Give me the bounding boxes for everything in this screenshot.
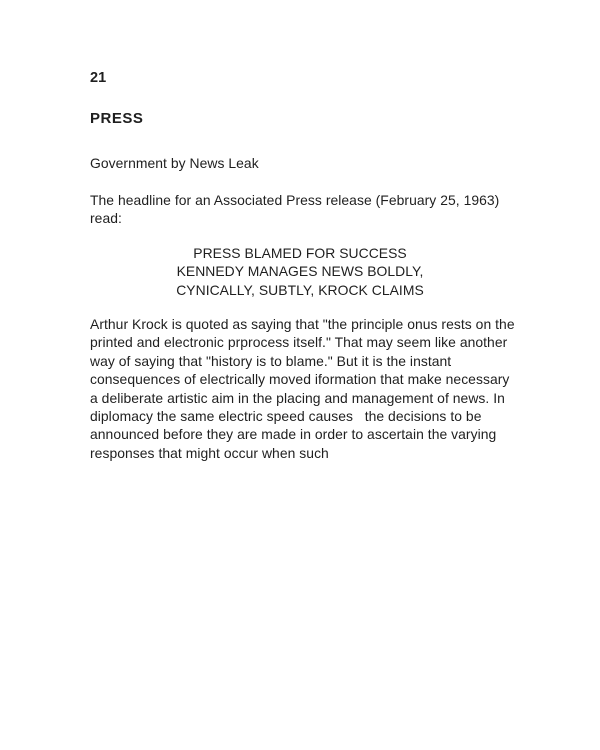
headline-line: PRESS BLAMED FOR SUCCESS — [193, 245, 407, 261]
chapter-title: PRESS — [90, 110, 144, 127]
text-line: printed and electronic prprocess itself." That may seem like another — [90, 334, 508, 351]
text-line: read: — [90, 210, 122, 227]
press-release-headline — [90, 244, 510, 299]
page-number: 21 — [90, 70, 107, 86]
text-line: consequences of electrically moved iformation that make necessary — [90, 371, 510, 388]
text-line: way of saying that "history is to blame." But it is the instant — [90, 352, 452, 369]
text-line: Arthur Krock is quoted as saying that "the principle onus rests on the — [90, 316, 515, 332]
section-subtitle: Government by News Leak — [90, 155, 259, 171]
text-line: diplomacy the same electric speed causes the decisions to be — [90, 408, 482, 425]
text-line: The headline for an Associated Press release (February 25, 1963) — [90, 192, 500, 208]
text-line: responses that might occur when such — [90, 444, 329, 461]
intro-paragraph — [90, 191, 510, 228]
headline-line: KENNEDY MANAGES NEWS BOLDLY, — [176, 263, 424, 280]
body-paragraph — [90, 315, 515, 462]
text-line: announced before they are made in order to ascertain the varying — [90, 426, 497, 443]
text-line: a deliberate artistic aim in the placing and management of news. In — [90, 389, 505, 406]
headline-line: CYNICALLY, SUBTLY, KROCK CLAIMS — [176, 281, 424, 298]
